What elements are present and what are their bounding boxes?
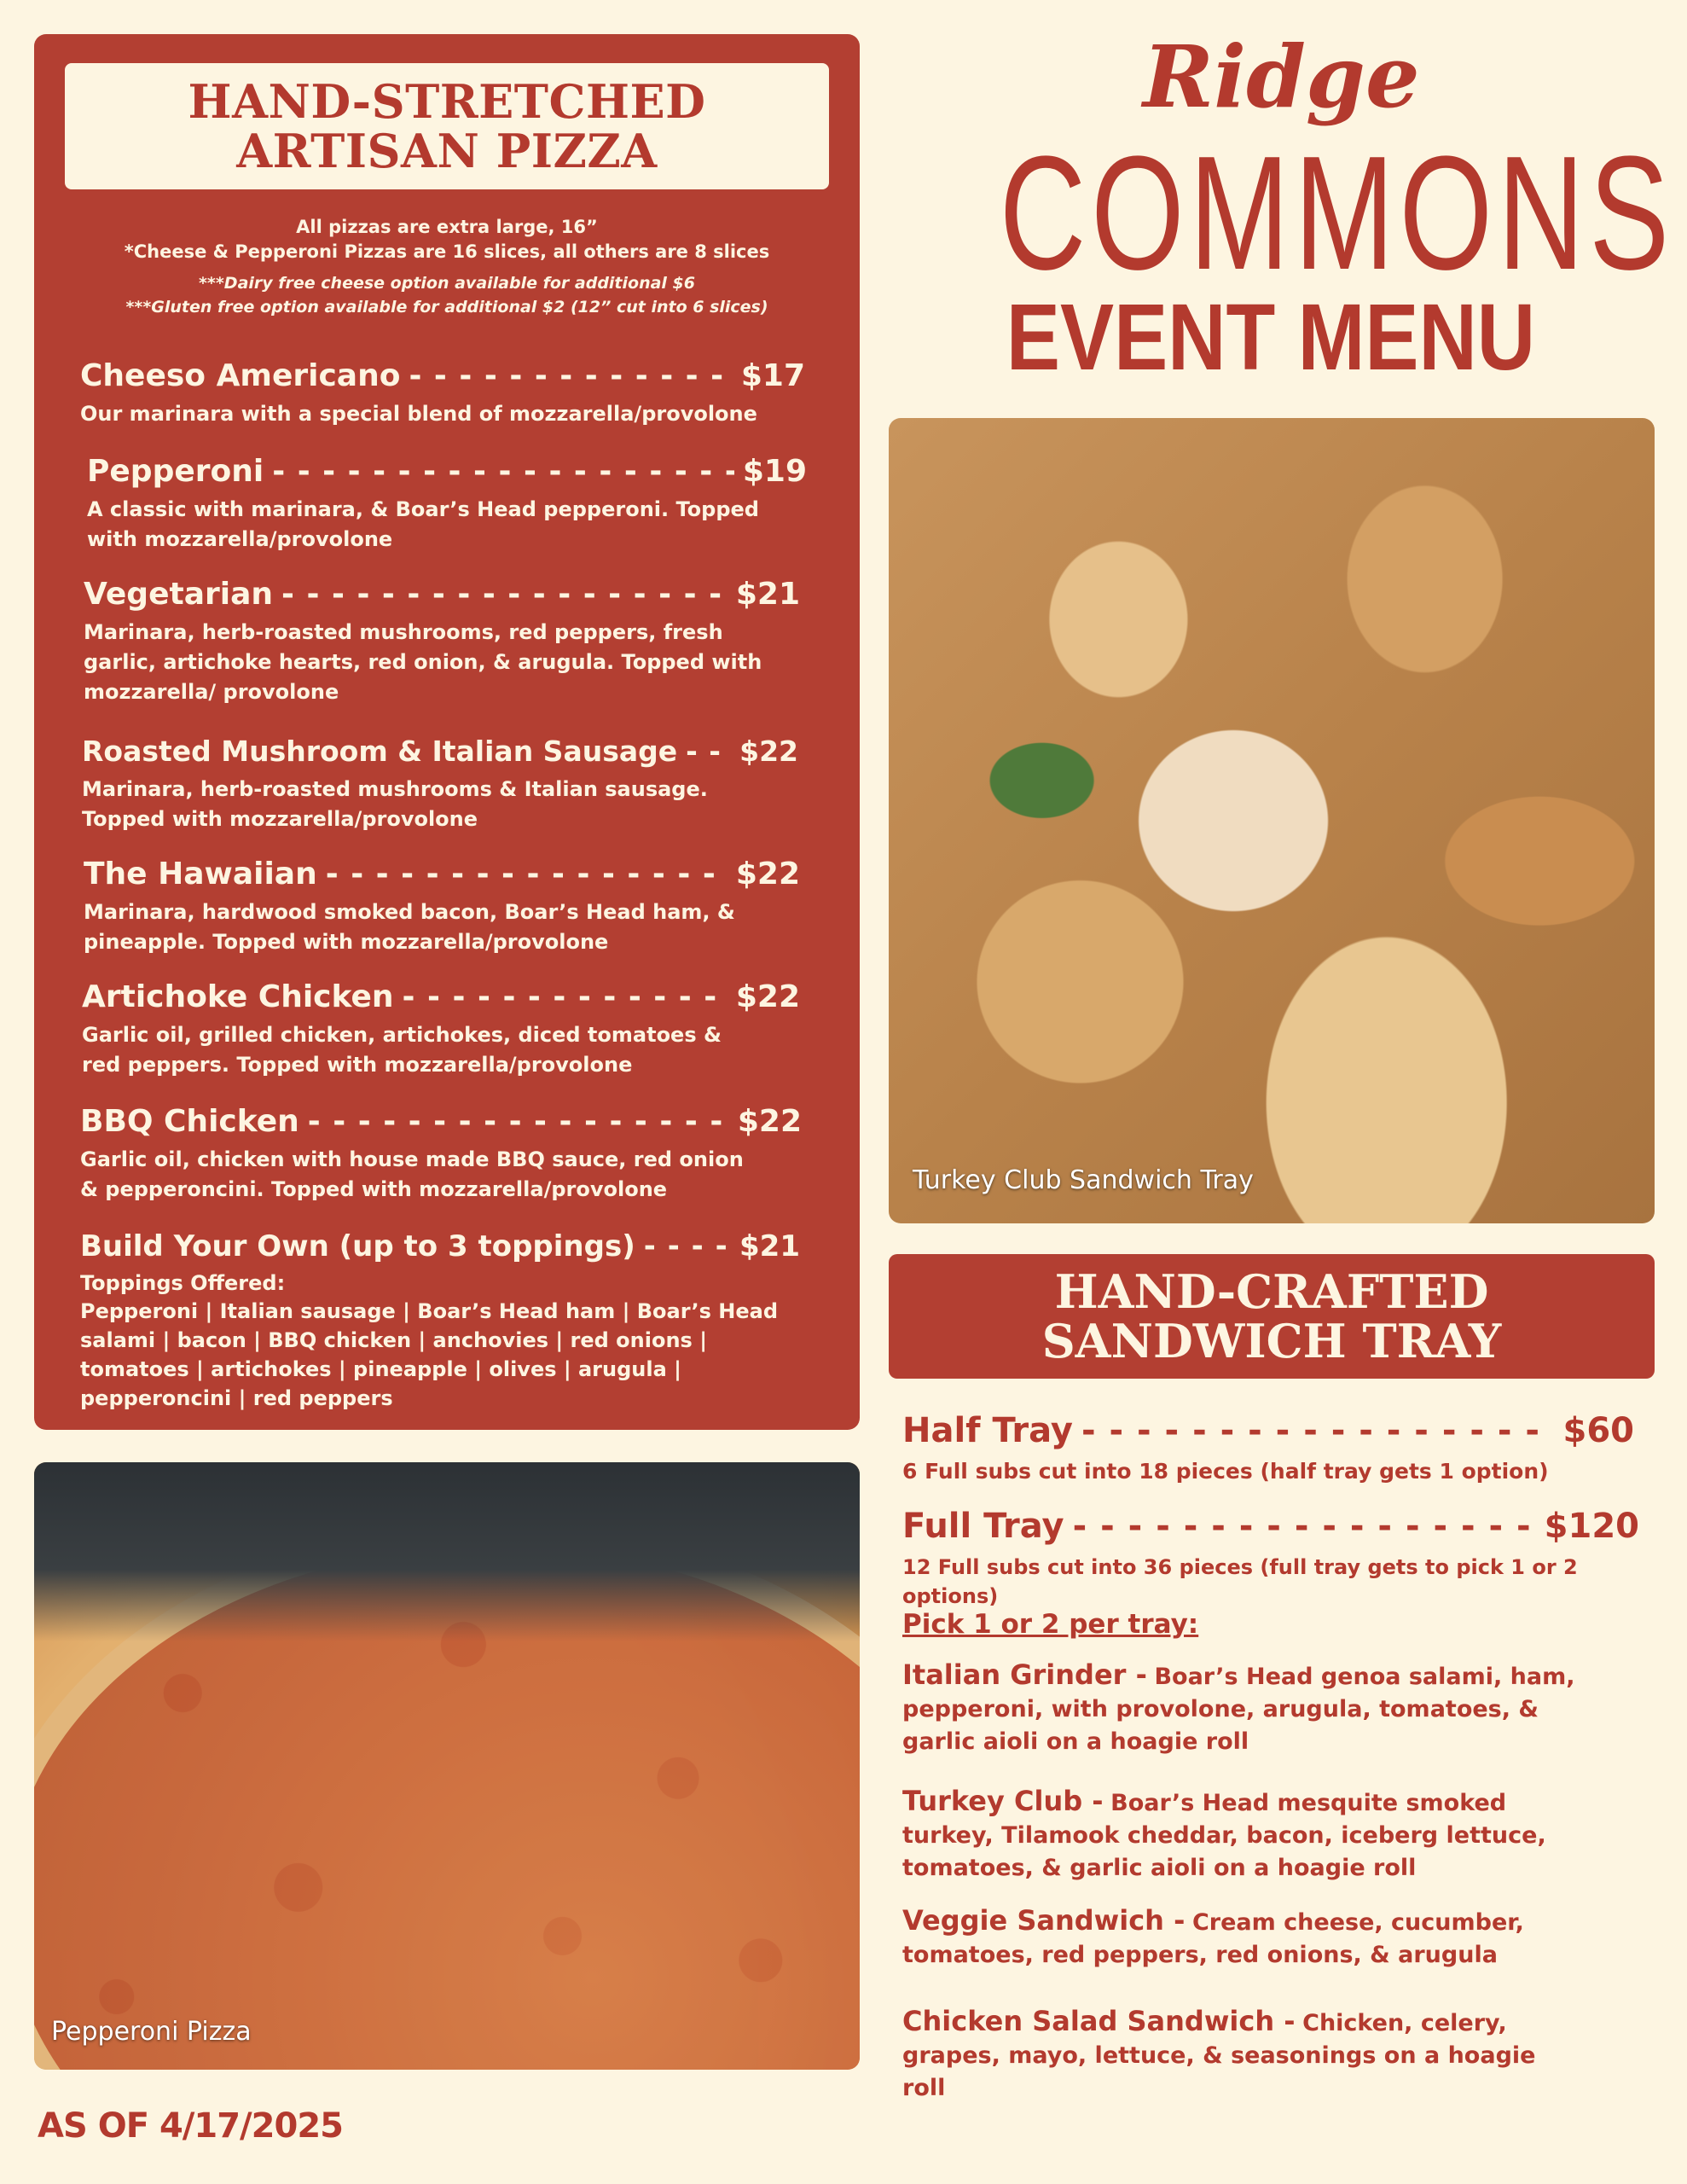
- pizza-item-cheeso-americano: [80, 357, 805, 429]
- pizza-item-name: The Hawaiian: [84, 857, 317, 892]
- pizza-item-name: Roasted Mushroom & Italian Sausage: [82, 735, 678, 768]
- dash-leader: [281, 575, 728, 614]
- sandwich-header-line2: SANDWICH TRAY: [1041, 1314, 1502, 1368]
- title-event-menu: EVENT MENU: [1006, 285, 1536, 390]
- toppings-list: Pepperoni | Italian sausage | Boar’s Head ham | Boar’s Head salami | bacon | BBQ chicken | anchovies | red onions | tomatoes | artichokes | pineapple | olives | arugula | pepperoncini | red peppers: [80, 1299, 779, 1410]
- pepperoni-pizza-photo: [34, 1462, 860, 2070]
- pizza-item-desc: Garlic oil, chicken with house made BBQ sauce, red onion & pepperoncini. Topped with mozzarella/provolone: [80, 1147, 744, 1201]
- tray-desc: 6 Full subs cut into 18 pieces (half tray gets 1 option): [902, 1459, 1549, 1484]
- dash-leader: [644, 1227, 731, 1266]
- dash-leader: [272, 452, 734, 491]
- toppings-label: Toppings Offered:: [80, 1271, 286, 1295]
- pizza-item-price: $21: [739, 1229, 800, 1263]
- dash-leader: [308, 1102, 729, 1141]
- option-desc: Cream cheese, cucumber, tomatoes, red peppers, red onions, & arugula: [902, 1909, 1524, 1968]
- pizza-item-name: Build Your Own (up to 3 toppings): [80, 1229, 635, 1263]
- dash-leader: [686, 732, 731, 771]
- pizza-header-line2: ARTISAN PIZZA: [236, 124, 658, 178]
- pizza-item-price: $22: [735, 857, 800, 892]
- title-ridge: Ridge: [1143, 26, 1420, 127]
- option-name: Italian Grinder -: [902, 1658, 1147, 1691]
- pizza-item-name: Pepperoni: [87, 454, 264, 489]
- pizza-notes: [34, 215, 860, 319]
- sandwich-option-veggie: [902, 1904, 1585, 1972]
- option-desc: Boar’s Head genoa salami, ham, pepperoni, with provolone, arugula, tomatoes, & garlic aioli on a hoagie roll: [902, 1664, 1575, 1755]
- dash-leader: [403, 978, 728, 1017]
- pizza-item-the-hawaiian: [84, 855, 800, 957]
- pizza-item-price: $22: [737, 1104, 802, 1139]
- pizza-item-desc: Marinara, herb-roasted mushrooms, red peppers, fresh garlic, artichoke hearts, red onion, & arugula. Topped with mozzarella/ provolone: [84, 620, 762, 704]
- title-commons: COMMONS: [999, 123, 1675, 304]
- dash-leader: [1081, 1409, 1555, 1452]
- pizza-item-price: $22: [735, 979, 800, 1014]
- dash-leader: [1073, 1505, 1536, 1548]
- sandwich-tray-photo: [889, 418, 1655, 1223]
- sandwich-option-chicken-salad: [902, 2005, 1585, 2105]
- option-name: Veggie Sandwich -: [902, 1904, 1186, 1937]
- pizza-item-bbq-chicken: [80, 1102, 802, 1205]
- pizza-item-name: Cheeso Americano: [80, 358, 401, 393]
- pizza-item-price: $17: [740, 358, 805, 393]
- as-of-date: AS OF 4/17/2025: [38, 2106, 343, 2146]
- pizza-item-artichoke-chicken: [82, 978, 800, 1080]
- pizza-item-vegetarian: [84, 575, 800, 707]
- pizza-item-desc: Marinara, herb-roasted mushrooms & Italian sausage. Topped with mozzarella/provolone: [82, 777, 708, 831]
- pizza-item-desc: Marinara, hardwood smoked bacon, Boar’s Head ham, & pineapple. Topped with mozzarella/provolone: [84, 900, 735, 954]
- pizza-item-build-your-own: [80, 1227, 800, 1413]
- pizza-item-price: $21: [735, 577, 800, 612]
- dash-leader: [409, 357, 732, 396]
- tray-desc: 12 Full subs cut into 36 pieces (full tray gets to pick 1 or 2 options): [902, 1555, 1578, 1608]
- sandwich-section-header: [889, 1254, 1655, 1379]
- sandwich-option-italian-grinder: [902, 1658, 1585, 1758]
- pizza-item-pepperoni: [87, 452, 807, 555]
- pizza-photo-caption: Pepperoni Pizza: [51, 2017, 252, 2047]
- pizza-item-name: Artichoke Chicken: [82, 979, 394, 1014]
- option-name: Turkey Club -: [902, 1785, 1104, 1817]
- pizza-item-name: Vegetarian: [84, 577, 274, 612]
- tray-price: $60: [1562, 1411, 1634, 1450]
- pizza-item-name: BBQ Chicken: [80, 1104, 299, 1139]
- pizza-note-slices: *Cheese & Pepperoni Pizzas are 16 slices, all others are 8 slices: [124, 241, 770, 262]
- sandwich-photo-caption: Turkey Club Sandwich Tray: [913, 1165, 1254, 1195]
- option-name: Chicken Salad Sandwich -: [902, 2005, 1296, 2037]
- tray-item-half: [902, 1409, 1634, 1486]
- sandwich-header-line1: HAND-CRAFTED: [1054, 1264, 1489, 1319]
- pizza-item-price: $22: [739, 735, 798, 768]
- pizza-note-size: All pizzas are extra large, 16”: [296, 217, 598, 237]
- dash-leader: [326, 855, 728, 894]
- pizza-item-roasted-mushroom-italian-sausage: [82, 732, 798, 834]
- option-desc: Boar’s Head mesquite smoked turkey, Tilamook cheddar, bacon, iceberg lettuce, tomatoes, & garlic aioli on a hoagie roll: [902, 1790, 1546, 1881]
- tray-name: Full Tray: [902, 1507, 1064, 1546]
- option-desc: Chicken, celery, grapes, mayo, lettuce, & seasonings on a hoagie roll: [902, 2010, 1536, 2101]
- pizza-note-gluten-free: ***Gluten free option available for additional $2 (12” cut into 6 slices): [125, 298, 768, 317]
- pizza-item-desc: Garlic oil, grilled chicken, artichokes, diced tomatoes & red peppers. Topped with mozzarella/provolone: [82, 1023, 722, 1077]
- pizza-section-header: [65, 63, 829, 189]
- pizza-item-desc: A classic with marinara, & Boar’s Head pepperoni. Topped with mozzarella/provolone: [87, 497, 759, 551]
- pick-options-label: Pick 1 or 2 per tray:: [902, 1609, 1199, 1640]
- pizza-item-price: $19: [742, 454, 807, 489]
- tray-price: $120: [1544, 1507, 1639, 1546]
- pizza-header-line1: HAND-STRETCHED: [188, 74, 706, 129]
- pizza-note-dairy-free: ***Dairy free cheese option available for additional $6: [198, 274, 695, 293]
- sandwich-option-turkey-club: [902, 1785, 1585, 1885]
- photo-background: [34, 1462, 860, 1641]
- tray-item-full: [902, 1505, 1639, 1611]
- tray-name: Half Tray: [902, 1411, 1073, 1450]
- pizza-item-desc: Our marinara with a special blend of mozzarella/provolone: [80, 402, 757, 426]
